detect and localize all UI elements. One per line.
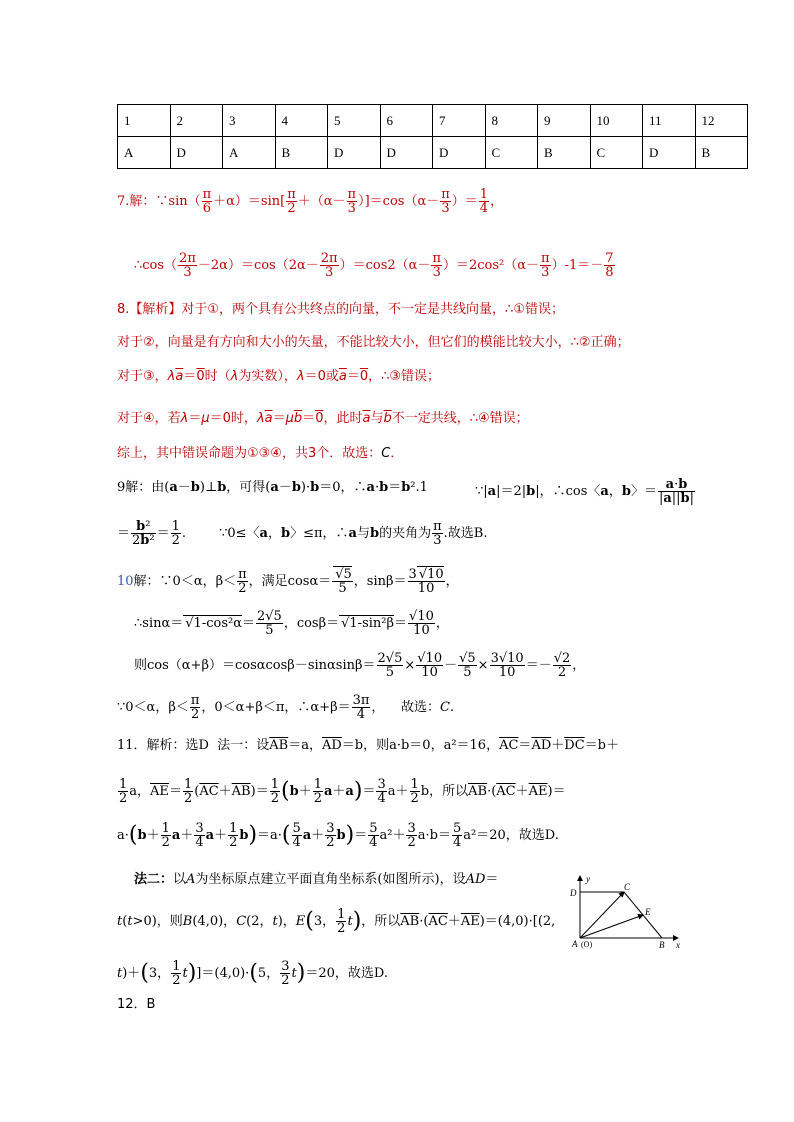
answer-cell: B xyxy=(695,137,748,169)
answer-table-answer-row xyxy=(118,137,748,169)
answer-table xyxy=(117,104,748,169)
answer-table-number-row xyxy=(118,105,748,137)
vector-ae xyxy=(580,915,643,938)
answer-cell: A xyxy=(118,137,171,169)
q9-line1b: ∵|a|＝2|b|，∴cos〈a，b〉＝ $\frac{a\cdot b}{|a||b|}$ xyxy=(475,477,695,506)
answer-cell: C xyxy=(590,137,643,169)
answer-cell: D xyxy=(170,137,223,169)
q11-line4: 法二：以A为坐标原点建立平面直角坐标系(如图所示)，设AD＝ xyxy=(134,872,499,887)
q10-line1: 10解：∵0＜α，β＜ $\frac{\pi}{2}$ ，满足cosα＝ $\frac{√5}{5}$ ，sinβ＝ $\frac{3 √10}{10}$ ， xyxy=(117,567,459,596)
q11-line2: $\frac{1}{2}$ a，$\overline{AE}=$ $\frac{1}{2}$ $(\overline{AC}+\overline{AB})=$ $\frac{1}{2}$ (b＋ $\frac{1}{2}$ a＋a)＝ $\frac{3}{4}$ a＋ $\frac{1}{2}$ b，所以$\overline{AB}\cdot(\overline{AC}+\overline{AE})=$ xyxy=(119,777,566,806)
q11-line6: t)＋(3， $\frac{1}{2}$ t)]＝(4,0)·(5， $\frac{3}{2}$ t)＝20，故选D. xyxy=(117,959,388,988)
answer-cell: C xyxy=(485,137,538,169)
answer-cell: D xyxy=(433,137,486,169)
question-number-cell: 5 xyxy=(328,105,381,137)
answer-cell: D xyxy=(380,137,433,169)
q11-line3: a·(b＋ $\frac{1}{2}$ a＋ $\frac{3}{4}$ a＋ $\frac{1}{2}$ b)＝a·( $\frac{5}{4}$ a＋ $\frac{3}{2}$ b)＝ $\frac{5}{4}$ a²＋ $\frac{3}{2}$ a·b＝ $\frac{5}{4}$ a²＝20，故选D. xyxy=(117,821,559,850)
answer-cell: D xyxy=(643,137,696,169)
label-a: A xyxy=(572,939,578,949)
label-c: C xyxy=(624,882,631,892)
question-number-cell: 10 xyxy=(590,105,643,137)
q10-line4: ∵0＜α，β＜ $\frac{\pi}{2}$ ，0＜α+β＜π，∴α+β＝ $\frac{3\pi}{4}$ ， 故选：C. xyxy=(117,693,455,722)
question-number-cell: 8 xyxy=(485,105,538,137)
q11-line5: t(t>0)，则B(4,0)，C(2，t)，E(3， $\frac{1}{2}$ t)，所以$\overline{AB}\cdot(\overline{AC}+\overline{AE})=(4,0)\cdot[(2$, xyxy=(117,907,556,936)
q7-line2: ∴cos（ $\frac{2\pi}{3}$ －2α）＝cos（2α－ $\frac{2\pi}{3}$ ）＝cos2（α－ $\frac{\pi}{3}$ ）＝2cos²（α－ $\frac{\pi}{3}$ ）-1＝－ $\frac{7}{8}$ xyxy=(134,251,614,280)
answer-cell: B xyxy=(538,137,591,169)
q8-line5: 综上，其中错误命题为①③④，共3个．故选：C． xyxy=(117,446,404,461)
question-number-cell: 12 xyxy=(695,105,748,137)
question-number-cell: 6 xyxy=(380,105,433,137)
q12-answer: 12．B xyxy=(117,997,156,1012)
label-e: E xyxy=(645,907,651,917)
coordinate-figure xyxy=(566,872,686,950)
q8-line2: 对于②，向量是有方向和大小的矢量，不能比较大小，但它们的模能比较大小，∴②正确； xyxy=(117,335,630,350)
question-number-cell: 1 xyxy=(118,105,171,137)
q10-line3: 则cos（α+β）＝cosαcosβ－sinαsinβ＝ $\frac{2√5}{5}$ × $\frac{√10}{10}$ － $\frac{√5}{5}$ × $\frac{3√10}{10}$ ＝－ $\frac{√2}{2}$ ， xyxy=(134,651,586,680)
label-y: y xyxy=(586,874,590,884)
question-number-cell: 2 xyxy=(170,105,223,137)
label-b: B xyxy=(659,940,665,950)
q7-line1: 7.解：∵sin（ $\frac{\pi}{6}$ ＋α）＝sin[ $\frac{\pi}{2}$ ＋（α－ $\frac{\pi}{3}$ ）]＝cos（α－ $\frac{\pi}{3}$ ）＝ $\frac{1}{4}$ ， xyxy=(117,187,504,216)
answer-cell: D xyxy=(328,137,381,169)
answer-cell: A xyxy=(223,137,276,169)
q11-line1: 11．解析：选D 法一：设$\overline{AB}=a$，$\overline{AD}=b$，则a·b＝0，a²＝16，$\overline{AC}=\overline{AD}+\overline{DC}=b+$ xyxy=(117,738,619,753)
question-number-cell: 9 xyxy=(538,105,591,137)
question-number-cell: 4 xyxy=(275,105,328,137)
question-number-cell: 3 xyxy=(223,105,276,137)
q8-line3: 对于③，$\lambda\overline{a}=0$时（λ为实数），λ＝0或$\overline{a}=0$，∴③错误； xyxy=(117,369,441,384)
vector-ac xyxy=(580,892,624,938)
label-d: D xyxy=(570,888,577,898)
q9-line1a: 9解：由(a－b)⊥b，可得(a－b)·b＝0，∴a·b＝b².1 xyxy=(117,480,428,495)
label-o: (O) xyxy=(581,940,593,949)
q10-line2: ∴sinα＝ √1-cos²α＝ $\frac{2√5}{5}$ ，cosβ＝ √1-sin²β＝ $\frac{√10}{10}$ ， xyxy=(134,609,449,638)
q8-line4: 对于④，若λ＝μ＝0时，$\lambda\overline{a}=\mu\overline{b}=0$，此时$\overline{a}$与$\overline{b}$不一定共线，∴④错误； xyxy=(117,411,529,426)
answer-cell: B xyxy=(275,137,328,169)
q9-line2: ＝ $\frac{\text{b²}}{\text{2b²}}$ ＝ $\frac{1}{2}$ . ∵0≤〈a，b〉≤π，∴a与b的夹角为 $\frac{\pi}{3}$ .故选B. xyxy=(117,519,488,548)
label-x: x xyxy=(676,940,680,950)
question-number-cell: 11 xyxy=(643,105,696,137)
q8-line1: 8.【解析】对于①，两个具有公共终点的向量，不一定是共线向量，∴①错误； xyxy=(117,302,564,317)
question-number-cell: 7 xyxy=(433,105,486,137)
